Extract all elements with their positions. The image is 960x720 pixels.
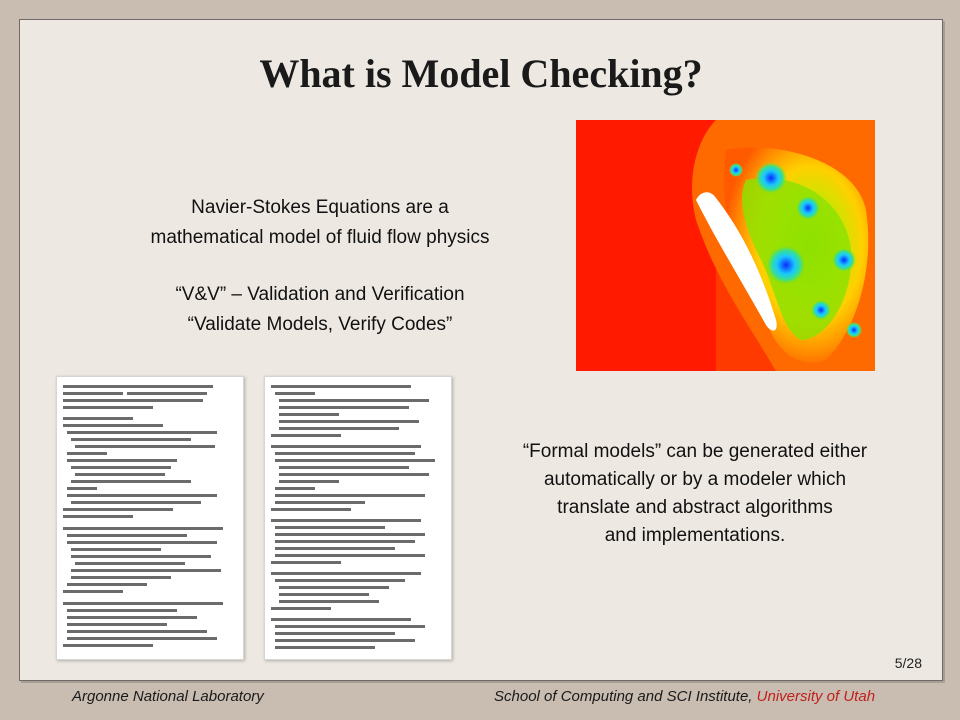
airfoil-flow-simulation-icon (576, 120, 875, 371)
navier-stokes-text (80, 193, 560, 253)
vv-text (80, 280, 560, 340)
footer-left: Argonne National Laboratory (72, 688, 264, 705)
text-line: automatically or by a modeler which (543, 469, 847, 490)
text-line: translate and abstract algorithms (557, 497, 833, 518)
slide (19, 19, 943, 681)
page-number: 5/28 (894, 655, 922, 671)
footer-right-highlight: University of Utah (756, 688, 876, 705)
formal-models-text (460, 438, 930, 550)
code-text-icon (57, 377, 243, 659)
footer-right-prefix: School of Computing and SCI Institute, (494, 688, 757, 705)
text-line: “Validate Models, Verify Codes” (187, 314, 453, 335)
text-line: Navier-Stokes Equations are a (191, 197, 449, 218)
slide-title: What is Model Checking? (259, 51, 703, 96)
text-line: mathematical model of fluid flow physics (150, 227, 490, 248)
text-line: “Formal models” can be generated either (522, 441, 868, 462)
text-line: and implementations. (604, 525, 786, 546)
text-line: “V&V” – Validation and Verification (175, 284, 465, 305)
code-listing-left (56, 376, 244, 660)
code-listing-right (264, 376, 452, 660)
footer-right (494, 688, 875, 705)
code-text-icon (265, 377, 451, 659)
